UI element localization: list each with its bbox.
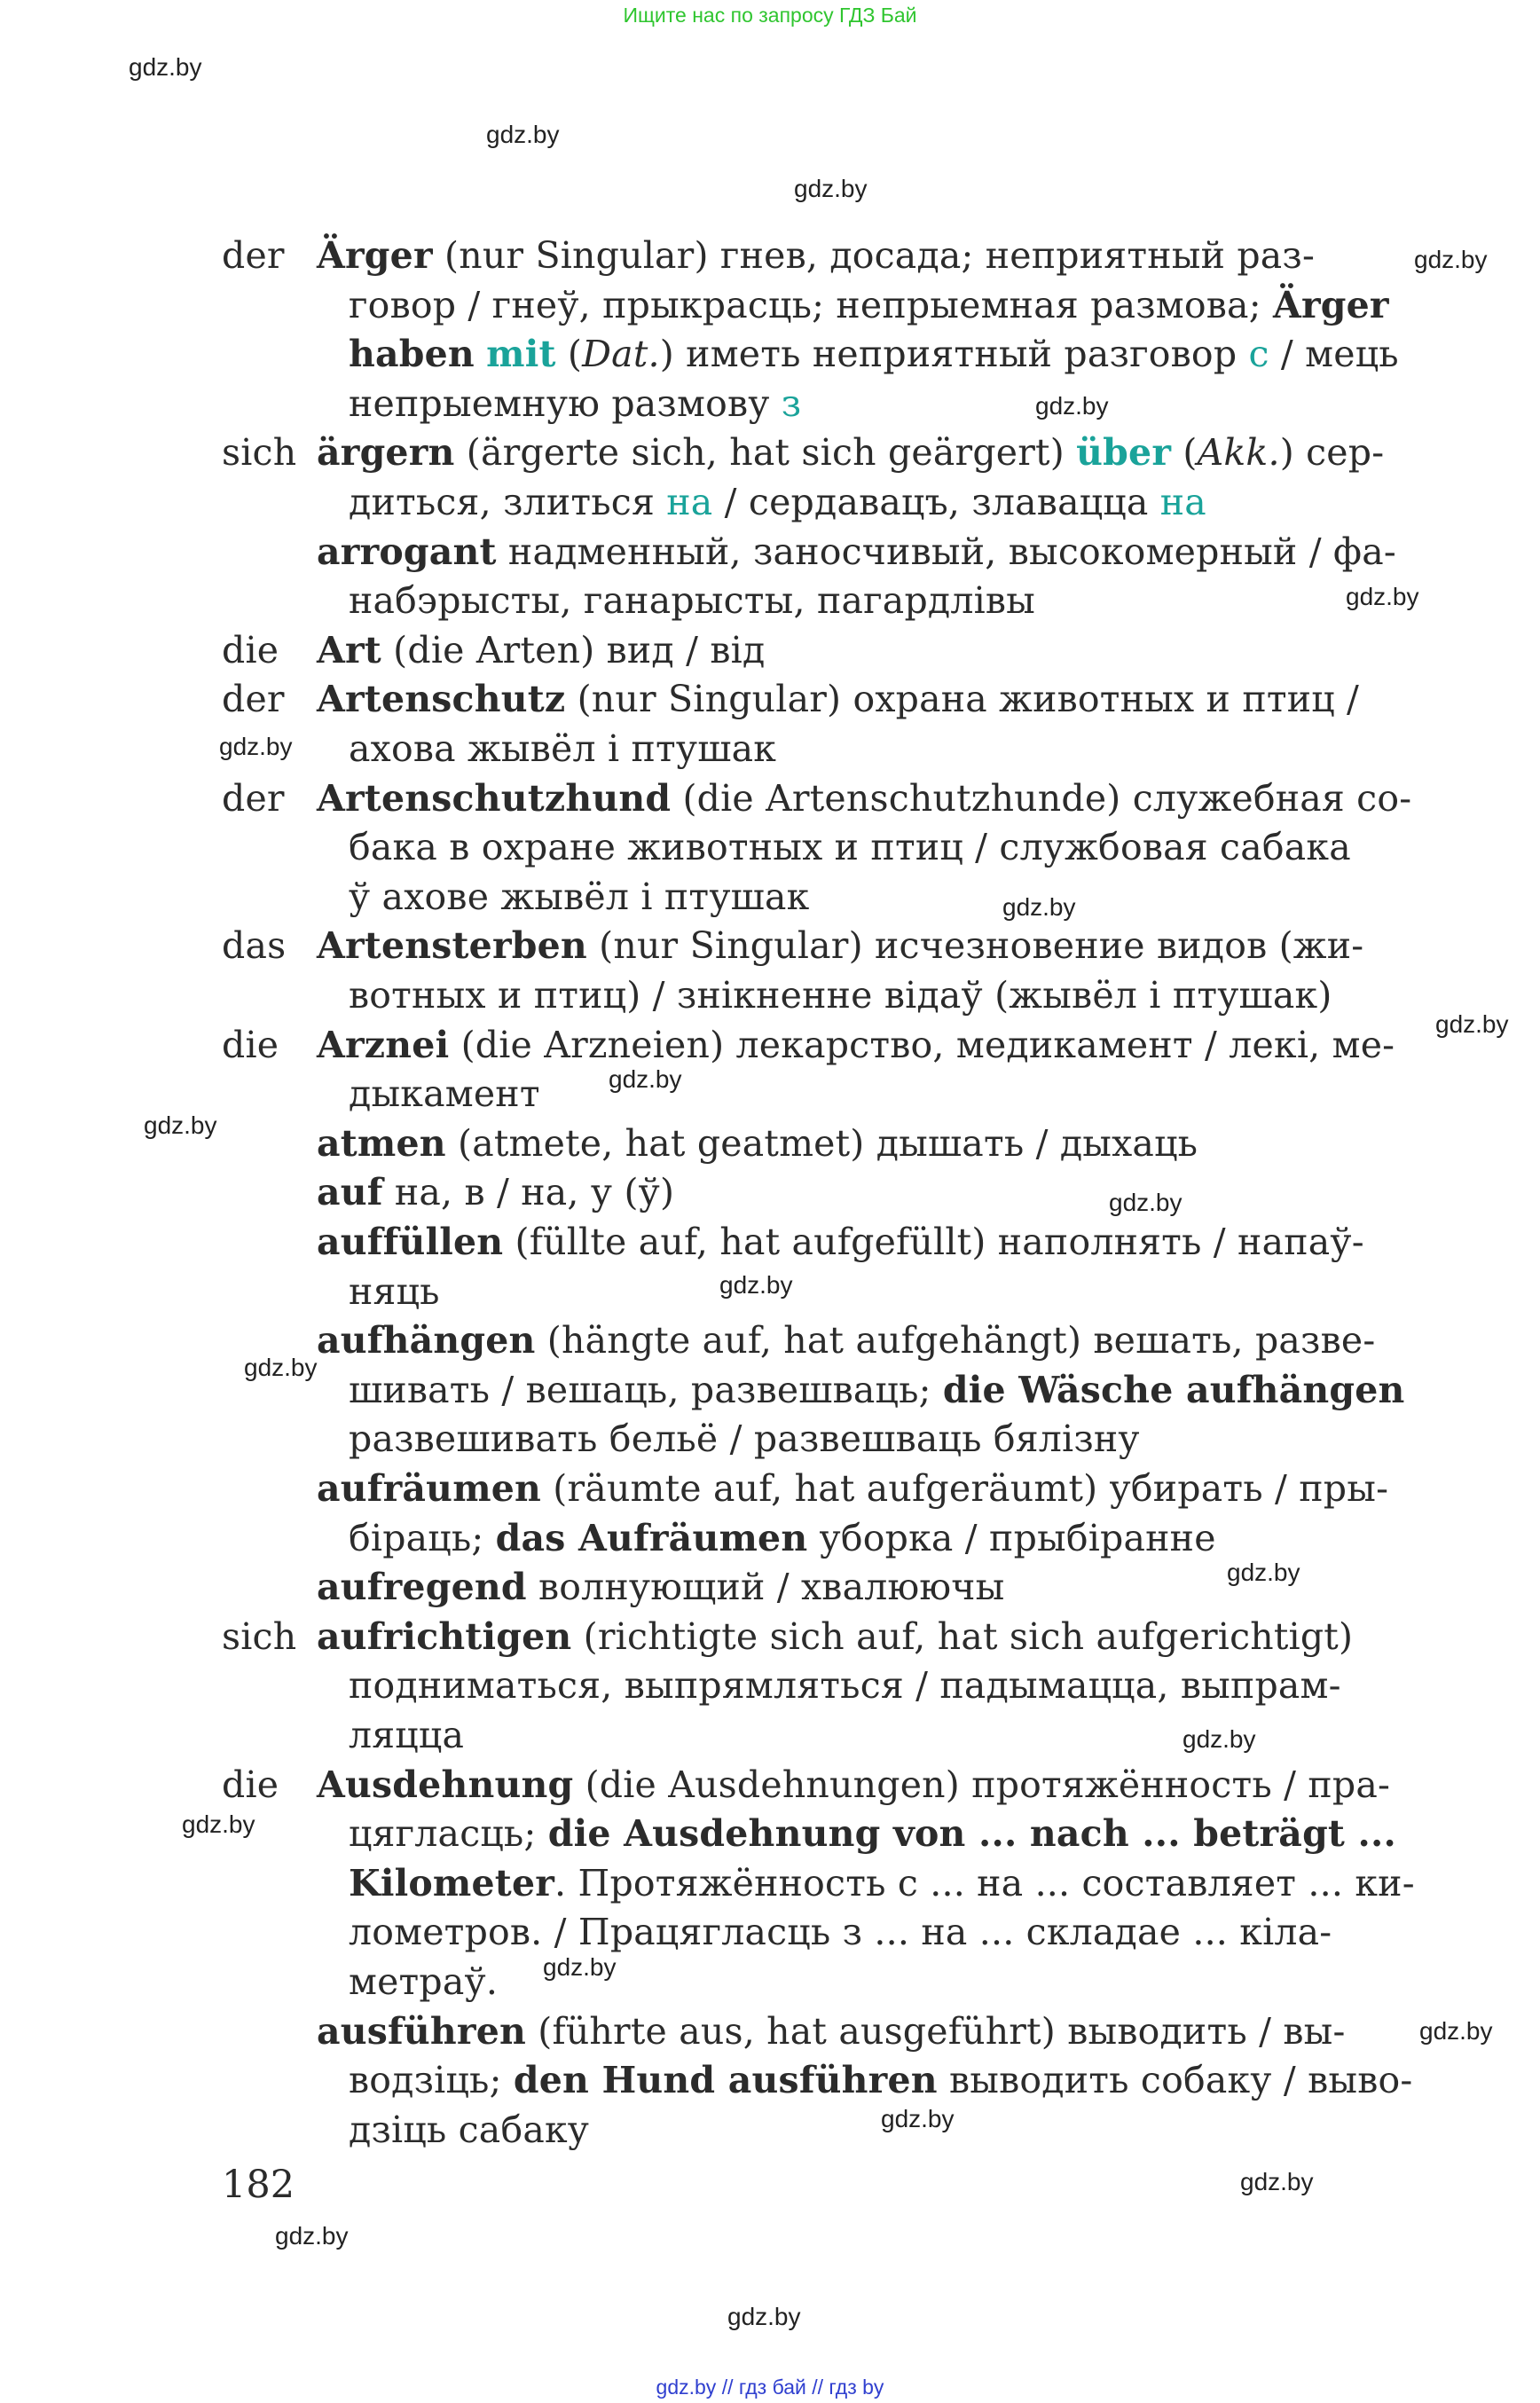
watermark-gdz-by: gdz.by: [129, 53, 202, 81]
entry-article: der: [222, 678, 285, 721]
entry-text: уборка / прыбіранне: [807, 1516, 1216, 1559]
headword: auf: [317, 1171, 383, 1214]
entry-article: die: [222, 1763, 279, 1806]
watermark-gdz-by: gdz.by: [182, 1810, 255, 1838]
watermark-gdz-by: gdz.by: [1414, 246, 1488, 273]
headword: auffüllen: [317, 1221, 504, 1263]
entry-continuation: [349, 1710, 464, 1760]
entry-text: с: [1248, 333, 1269, 376]
entry-headline: [317, 625, 765, 675]
entry-continuation: [349, 1858, 1415, 1908]
entry-continuation: [349, 379, 801, 428]
entry-continuation: [349, 724, 776, 774]
entry-text: / мець: [1269, 333, 1399, 376]
watermark-gdz-by: gdz.by: [719, 1271, 793, 1299]
entry-text: цягласць;: [349, 1812, 548, 1856]
entry-continuation: [349, 1907, 1332, 1957]
entry-text: über: [1076, 431, 1172, 475]
entry-continuation: [349, 1661, 1341, 1710]
entry-headline: [317, 1315, 1375, 1365]
entry-text: (atmete, hat geatmet) дышать / дыхаць: [445, 1121, 1198, 1165]
entry-continuation: [349, 1809, 1396, 1858]
headword: aufregend: [317, 1566, 527, 1609]
headword: Kilometer: [349, 1861, 555, 1904]
entry-text: Akk.: [1197, 431, 1280, 475]
entry-continuation: [349, 1513, 1216, 1563]
entry-text: надменный, заносчивый, высокомерный / фа-: [496, 530, 1396, 573]
bottom-banner: gdz.by // гдз бай // гдз by: [656, 2376, 884, 2399]
entry-headline: [317, 1020, 1395, 1070]
entry-text: набэрысты, ганарысты, пагардлівы: [349, 579, 1036, 623]
headword: atmen: [317, 1121, 446, 1165]
entry-text: / сердавацъ, злавацца: [712, 481, 1160, 523]
entry-continuation: [349, 477, 1206, 527]
entry-headline: [317, 921, 1363, 970]
entry-text: біраць;: [349, 1516, 496, 1559]
entry-continuation: [349, 1957, 498, 2006]
entry-text: на: [666, 481, 713, 523]
entry-text: (die Arzneien) лекарство, медикамент / лекі, ме-: [449, 1023, 1395, 1066]
headword: ärgern: [317, 431, 455, 475]
watermark-gdz-by: gdz.by: [1002, 893, 1076, 921]
entry-continuation: [349, 1365, 1405, 1415]
entry-text: на: [1159, 481, 1206, 523]
entry-continuation: [349, 1267, 440, 1316]
watermark-gdz-by: gdz.by: [244, 1354, 318, 1381]
entry-text: . Протяжённость с ... на ... составляет ... ки-: [554, 1861, 1415, 1904]
entry-headline: [317, 1612, 1353, 1661]
entry-text: (ärgerte sich, hat sich geärgert): [454, 431, 1077, 475]
watermark-gdz-by: gdz.by: [727, 2303, 801, 2330]
entry-continuation: [349, 1414, 1140, 1464]
entry-text: (die Artenschutzhunde) служебная со-: [671, 776, 1412, 820]
entry-text: выводить собаку / выво-: [937, 2059, 1413, 2102]
entry-text: лометров. / Працягласць з ... на ... складае ... кіла-: [349, 1911, 1332, 1954]
entry-headline: [317, 774, 1411, 823]
entry-text: няць: [349, 1269, 440, 1313]
watermark-gdz-by: gdz.by: [543, 1953, 617, 1981]
headword: Arznei: [317, 1023, 450, 1066]
watermark-gdz-by: gdz.by: [275, 2222, 349, 2250]
entry-text: ляцца: [349, 1714, 465, 1756]
entry-text: Dat.: [582, 333, 660, 376]
watermark-gdz-by: gdz.by: [1035, 392, 1109, 420]
entry-headline: [317, 1562, 1004, 1612]
watermark-gdz-by: gdz.by: [1227, 1559, 1300, 1586]
entry-text: з: [781, 381, 802, 425]
entry-text: непрыемную размову: [349, 381, 782, 425]
watermark-gdz-by: gdz.by: [1419, 2017, 1493, 2045]
entry-headline: [317, 231, 1315, 280]
entry-text: вотных и птиц) / знікненне відаў (жывёл і птушак): [349, 974, 1332, 1017]
entry-text: водзіць;: [349, 2059, 514, 2102]
headword: aufhängen: [317, 1319, 536, 1362]
watermark-gdz-by: gdz.by: [1435, 1010, 1509, 1038]
entry-continuation: [349, 2105, 589, 2155]
entry-headline: [317, 428, 1384, 477]
entry-article: der: [222, 776, 285, 820]
top-banner: Ищите нас по запросу ГДЗ Бай: [623, 4, 917, 27]
entry-text: (die Arten) вид / від: [381, 628, 766, 671]
entry-continuation: [349, 822, 1351, 872]
entry-text: (: [555, 333, 583, 376]
entry-text: метраў.: [349, 1960, 499, 2003]
entry-continuation: [349, 1069, 540, 1119]
watermark-gdz-by: gdz.by: [219, 733, 293, 760]
entry-text: (nur Singular) исчезновение видов (жи-: [586, 924, 1364, 968]
headword: Ausdehnung: [317, 1763, 574, 1806]
entry-text: (nur Singular) гнев, досада; неприятный раз-: [432, 234, 1316, 277]
entry-headline: [317, 1167, 674, 1217]
entry-headline: [317, 674, 1359, 724]
entry-headline: [317, 1464, 1388, 1513]
entry-article: sich: [222, 431, 297, 475]
entry-text: ) сер-: [1279, 431, 1385, 475]
headword: Art: [317, 628, 381, 671]
entry-continuation: [349, 872, 809, 922]
entry-text: mit: [486, 333, 556, 376]
entry-continuation: [349, 970, 1332, 1020]
entry-text: (die Ausdehnungen) протяжённость / пра-: [573, 1763, 1391, 1806]
watermark-gdz-by: gdz.by: [1182, 1725, 1256, 1753]
headword: ausführen: [317, 2009, 527, 2053]
entry-continuation: [349, 280, 1389, 330]
headword: arrogant: [317, 530, 497, 573]
page-number: 182: [222, 2163, 295, 2207]
entry-continuation: [349, 2055, 1412, 2105]
headword: aufrichtigen: [317, 1614, 572, 1658]
entry-text: (: [1171, 431, 1198, 475]
entry-text: бака в охране животных и птиц / службовая сабака: [349, 826, 1351, 869]
headword: Artensterben: [317, 924, 587, 968]
entry-text: (hängte auf, hat aufgehängt) вешать, разве-: [535, 1319, 1376, 1362]
entry-article: der: [222, 234, 285, 277]
entry-text: дзіць сабаку: [349, 2108, 590, 2151]
entry-text: шивать / вешаць, развешваць;: [349, 1368, 943, 1411]
watermark-gdz-by: gdz.by: [1240, 2168, 1314, 2195]
headword: Artenschutz: [317, 678, 566, 721]
headword: die Ausdehnung von ... nach ... beträgt ...: [547, 1812, 1396, 1856]
entry-article: die: [222, 628, 279, 671]
entry-text: на, в / на, у (ў): [382, 1171, 675, 1214]
entry-continuation: [349, 329, 1399, 379]
entry-text: (füllte auf, hat aufgefüllt) наполнять / напаў-: [503, 1221, 1364, 1263]
headword: Artenschutzhund: [317, 776, 672, 820]
entry-article: das: [222, 924, 287, 968]
entry-headline: [317, 527, 1396, 577]
headword: die Wäsche aufhängen: [942, 1368, 1405, 1411]
watermark-gdz-by: gdz.by: [881, 2105, 955, 2132]
entry-text: ) иметь неприятный разговор: [659, 333, 1249, 376]
entry-text: говор / гнеў, прыкрасць; непрыемная размова;: [349, 283, 1273, 326]
entry-headline: [317, 1760, 1390, 1810]
headword: den Hund ausführen: [513, 2059, 938, 2102]
entry-text: подниматься, выпрямляться / падымацца, выпрам-: [349, 1664, 1341, 1708]
entry-text: [475, 333, 486, 375]
entry-headline: [317, 1217, 1364, 1267]
entry-text: развешивать бельё / развешваць бялізну: [349, 1417, 1140, 1461]
entry-text: (führte aus, hat ausgeführt) выводить / вы-: [526, 2009, 1346, 2053]
entry-headline: [317, 1119, 1198, 1168]
entry-text: дыкамент: [349, 1072, 540, 1116]
watermark-gdz-by: gdz.by: [1109, 1189, 1182, 1216]
entry-text: волнующий / хвалюючы: [526, 1566, 1005, 1609]
headword: aufräumen: [317, 1467, 542, 1510]
entry-headline: [317, 2006, 1346, 2056]
headword: Ärger: [1272, 283, 1389, 326]
entry-text: (nur Singular) охрана животных и птиц /: [565, 678, 1360, 721]
entry-article: die: [222, 1023, 279, 1066]
watermark-gdz-by: gdz.by: [144, 1111, 217, 1139]
watermark-gdz-by: gdz.by: [486, 121, 560, 148]
headword: haben: [349, 333, 475, 376]
entry-text: ў ахове жывёл і птушак: [349, 875, 810, 918]
watermark-gdz-by: gdz.by: [1346, 583, 1419, 610]
entry-text: (richtigte sich auf, hat sich aufgerichtigt): [571, 1614, 1354, 1658]
entry-article: sich: [222, 1614, 297, 1658]
entry-text: ахова жывёл і птушак: [349, 727, 777, 770]
watermark-gdz-by: gdz.by: [794, 175, 868, 202]
headword: das Aufräumen: [495, 1516, 808, 1559]
watermark-gdz-by: gdz.by: [609, 1065, 682, 1093]
entry-text: диться, злиться: [349, 481, 667, 523]
entry-continuation: [349, 576, 1035, 625]
headword: Ärger: [317, 234, 433, 277]
entry-text: (räumte auf, hat aufgeräumt) убирать / пры-: [541, 1467, 1389, 1510]
